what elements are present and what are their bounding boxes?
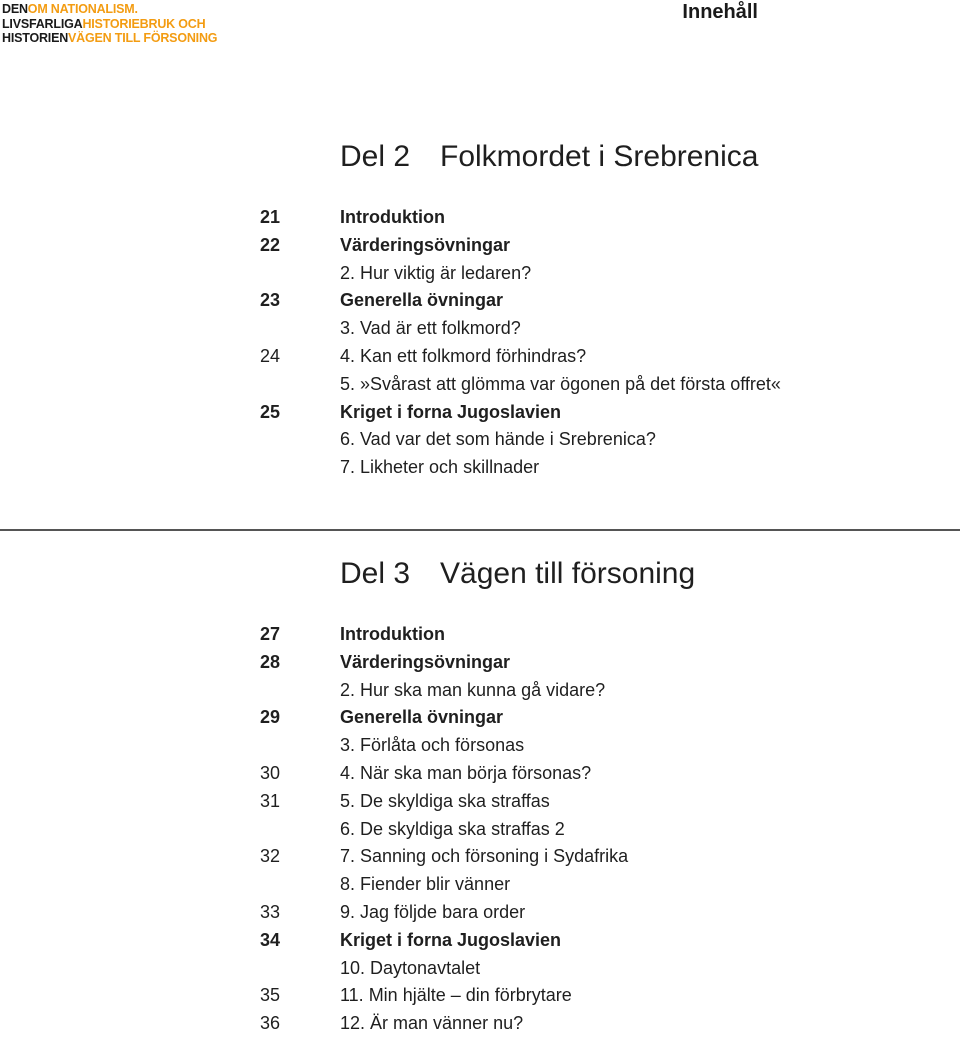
toc-entry[interactable] [0,287,960,315]
toc-entry[interactable] [0,1010,960,1038]
toc-entry[interactable] [0,260,960,288]
toc-entry[interactable] [0,232,960,260]
toc-exercise-label: 3. Förlåta och försonas [340,735,525,756]
toc-page-number: 27 [259,624,280,644]
toc-entry[interactable] [0,649,960,677]
toc-entry[interactable] [0,677,960,705]
toc-exercise-label: 2. Hur viktig är ledaren? [340,262,532,283]
toc-section-label: Kriget i forna Jugoslavien [340,401,562,422]
toc-entry[interactable] [0,899,960,927]
toc-exercise-label: 12. Är man vänner nu? [340,1013,524,1034]
toc-entry[interactable] [0,704,960,732]
toc-exercise-label: 10. Daytonavtalet [340,957,481,978]
toc-entry[interactable] [0,927,960,955]
section-title: Vägen till försoning [440,557,696,590]
section-title: Folkmordet i Srebrenica [440,140,759,173]
toc-entry[interactable] [0,204,960,232]
section-heading-del-2 [340,140,758,174]
toc-page-number: 32 [259,846,280,867]
toc-section-label: Introduktion [340,207,445,227]
logo-row-2: LIVSFARLIGAHISTORIEBRUK OCH [2,16,206,31]
toc-entry[interactable] [0,454,960,482]
section-part-number: Del 3 [340,557,411,590]
toc-entry[interactable] [0,399,960,427]
toc-section-del-2 [0,204,960,482]
toc-page-number: 33 [259,901,280,922]
toc-page-number: 22 [259,234,280,255]
toc-page-number: 30 [259,762,280,783]
toc-exercise-label: 5. De skyldiga ska straffas [340,790,550,811]
toc-exercise-label: 4. Kan ett folkmord förhindras? [340,345,587,366]
section-part-number: Del 2 [340,140,411,173]
toc-exercise-label: 4. När ska man börja försonas? [340,762,592,783]
toc-exercise-label: 8. Fiender blir vänner [340,874,511,895]
toc-entry[interactable] [0,816,960,844]
section-heading-del-3 [340,557,695,591]
toc-entry[interactable] [0,621,960,649]
toc-page-number: 25 [259,401,280,422]
toc-page-number: 24 [259,345,280,366]
toc-section-label: Kriget i forna Jugoslavien [340,929,562,950]
toc-entry[interactable] [0,343,960,371]
toc-entry[interactable] [0,982,960,1010]
toc-entry[interactable] [0,315,960,343]
toc-section-label: Värderingsövningar [340,651,511,672]
toc-entry[interactable] [0,843,960,871]
toc-exercise-label: 9. Jag följde bara order [340,901,526,922]
toc-exercise-label: 2. Hur ska man kunna gå vidare? [340,679,606,700]
toc-exercise-label: 6. De skyldiga ska straffas 2 [340,818,565,839]
toc-page-number: 23 [259,290,280,311]
toc-section-label: Generella övningar [340,290,504,311]
logo-row-3: HISTORIENVÄGEN TILL FÖRSONING [2,31,218,45]
toc-exercise-label: 6. Vad var det som hände i Srebrenica? [340,429,656,450]
toc-entry[interactable] [0,732,960,760]
toc-page-number: 35 [259,985,280,1006]
toc-page-number: 28 [259,651,280,672]
toc-section-label: Värderingsövningar [340,234,511,255]
toc-entry[interactable] [0,871,960,899]
toc-entry[interactable] [0,426,960,454]
toc-exercise-label: 3. Vad är ett folkmord? [340,318,521,339]
toc-exercise-label: 7. Sanning och försoning i Sydafrika [340,846,629,867]
section-divider [0,529,960,531]
toc-page-number: 31 [259,790,280,811]
toc-exercise-label: 11. Min hjälte – din förbrytare [340,985,572,1006]
toc-entry[interactable] [0,788,960,816]
series-logo [2,2,217,46]
toc-page-number: 21 [259,207,280,227]
toc-entry[interactable] [0,371,960,399]
toc-section-label: Generella övningar [340,707,504,728]
logo-row-1: DENOM NATIONALISM. [2,2,138,16]
toc-entry[interactable] [0,955,960,983]
toc-page-number: 36 [259,1013,280,1034]
toc-section-del-3 [0,621,960,1038]
toc-exercise-label: 5. »Svårast att glömma var ögonen på det första offret« [340,373,781,394]
toc-section-label: Introduktion [340,624,445,644]
toc-entry[interactable] [0,760,960,788]
toc-page-number: 34 [259,929,280,950]
toc-exercise-label: 7. Likheter och skillnader [340,457,540,478]
page-title: Innehåll [682,1,758,23]
toc-page-number: 29 [259,707,280,728]
